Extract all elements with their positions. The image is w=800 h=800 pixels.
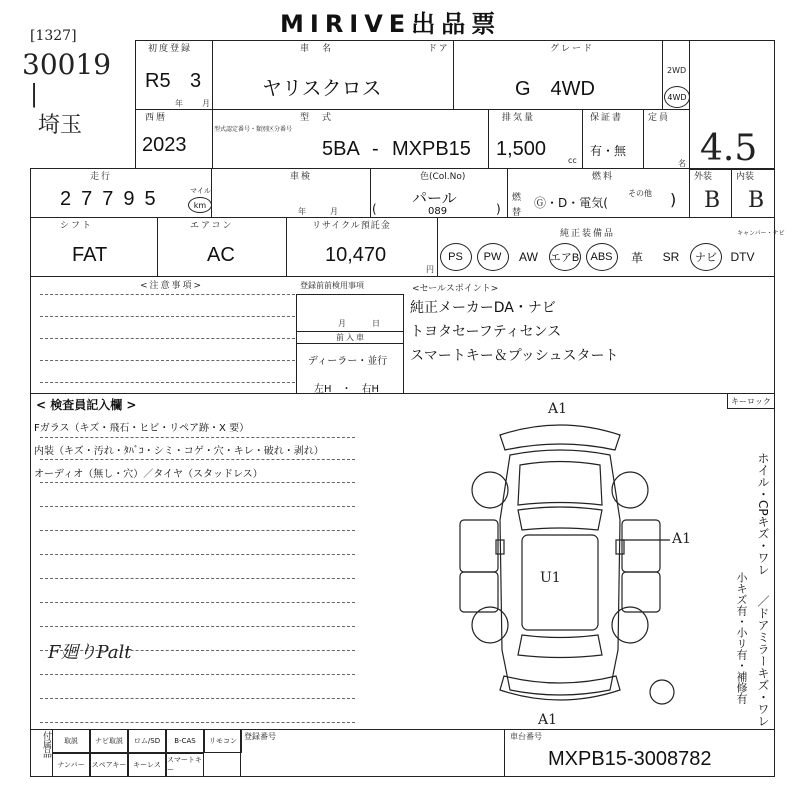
grade-label: グレード <box>550 44 595 54</box>
door-left-rear <box>460 572 498 612</box>
reg-number-cell <box>240 729 505 777</box>
equipment-circle <box>549 243 581 271</box>
door-right-front <box>622 520 660 572</box>
accessories-side-label: 付属品 <box>41 731 51 758</box>
cc-unit: cc <box>568 156 577 165</box>
mileage-digit: 5 <box>144 188 156 210</box>
damage-mark-side: A1 <box>672 531 692 547</box>
side-note-1: ホイル・CPキズ・ワレ <box>756 452 770 576</box>
equipment-item <box>724 240 761 274</box>
door-label: ドア <box>428 44 450 54</box>
inspector-dashline <box>40 578 355 579</box>
mileage-unit-km-circle <box>188 197 212 213</box>
accessory-item: キーレス <box>128 753 166 777</box>
equipment-item-label: AW <box>519 250 538 264</box>
lot-number: 30019 <box>22 48 112 81</box>
inspector-dashline <box>40 602 355 603</box>
equipment-circle <box>477 243 509 271</box>
dealer-option: ディーラー・並行 <box>308 356 388 367</box>
exterior-label: 外装 <box>694 172 713 182</box>
side-note-3: 小キズ有・小リ有・補修有 <box>735 572 748 704</box>
wheel-front-left <box>472 472 508 508</box>
inspector-dashline <box>40 698 355 699</box>
exterior-grade: B <box>704 188 721 213</box>
fuel-label: 燃料 <box>592 172 615 182</box>
mileage-digit: 7 <box>81 188 93 210</box>
equipment-item <box>437 240 474 274</box>
chassis-number: MXPB15-3008782 <box>548 748 712 770</box>
inspector-dashline <box>40 437 355 438</box>
car-hood <box>518 462 602 506</box>
shaken-label: 車検 <box>290 172 313 182</box>
accessory-item: ナンバー <box>52 753 90 777</box>
car-windshield <box>518 507 602 530</box>
pre-entry-title: 前入車 <box>336 333 366 342</box>
inspector-dashline <box>40 482 355 483</box>
sales-label: <セールスポイント> <box>412 284 499 294</box>
equipment-item-label: PS <box>448 251 463 263</box>
model-prefix: 5BA <box>322 138 360 160</box>
inspector-line1: Fガラス（キズ・飛石・ヒビ・リペア跡・X 要） <box>34 423 250 434</box>
equipment-circle <box>586 243 618 271</box>
fuel-options: Ⓖ・D・電気( <box>534 196 608 210</box>
notes-label: <注意事項> <box>140 281 204 291</box>
equipment-item-label: SR <box>662 250 680 264</box>
pre-entry-day: 日 <box>372 319 382 328</box>
color-paren-l: ( <box>372 202 377 216</box>
handle-option: 左H ・ 右H <box>314 384 380 395</box>
damage-mark-center: U1 <box>540 570 561 586</box>
color-name: パール <box>412 189 457 207</box>
equipment-item-label: DTV <box>730 250 755 264</box>
model-note: 型式認定番号・類別区分番号 <box>214 126 293 133</box>
mileage-digit: 2 <box>60 188 72 210</box>
equipment-item <box>688 240 724 274</box>
mileage-digit: 7 <box>102 188 114 210</box>
yen-unit: 円 <box>426 265 434 274</box>
side-note-2: ／ドアミラーキズ・ワレ <box>756 595 770 727</box>
drive-4wd: 4WD <box>667 92 687 102</box>
inspector-dashline <box>40 626 355 627</box>
equipment-item-label: 革 <box>630 250 643 265</box>
equipment-item-label: エアB <box>549 252 580 264</box>
western-label: 西暦 <box>145 113 168 123</box>
accessory-item: スマートキー <box>166 753 204 777</box>
inspector-dashline <box>40 506 355 507</box>
door-left-front <box>460 520 498 572</box>
seats-label: 定員 <box>648 113 671 123</box>
seat-unit: 名 <box>678 159 688 168</box>
notes-dashline <box>40 360 295 361</box>
car-rear-bumper <box>500 676 620 700</box>
equipment-item <box>474 240 511 274</box>
car-name-value: ヤリスクロス <box>262 78 382 100</box>
fuel-side-2: 替 <box>512 208 524 218</box>
shaken-year: 年 <box>298 207 308 216</box>
damage-mark-front: A1 <box>548 401 568 417</box>
inspector-label: < 検査員記入欄 > <box>36 398 137 412</box>
car-rear-window <box>518 635 602 658</box>
shift-label: シフト <box>60 221 94 231</box>
warranty-label: 保証書 <box>590 113 624 123</box>
inspector-line3: オーディオ（無し・穴）／タイヤ（スタッドレス） <box>34 469 263 480</box>
drive-2wd: 2WD <box>667 66 687 75</box>
sales-point: トヨタセーフティセンス <box>410 324 562 340</box>
warranty-value: 有・無 <box>590 144 627 158</box>
car-name-label: 車 名 <box>300 44 334 54</box>
interior-grade: B <box>748 188 765 213</box>
accessory-item: 取説 <box>52 729 90 753</box>
equipment-item-label: PW <box>483 251 502 263</box>
shaken-month: 月 <box>330 207 340 216</box>
model-label: 型 式 <box>300 113 334 123</box>
first-reg-label: 初度登録 <box>148 44 193 54</box>
year-unit: 年 <box>175 99 185 108</box>
notes-line2: 登録前前検用事項 <box>300 281 364 290</box>
wheel-front-right <box>612 472 648 508</box>
region-label: 埼玉 <box>38 113 83 138</box>
keylock-label: キーロック <box>731 397 771 406</box>
model-dash: - <box>372 138 379 160</box>
interior-label: 内装 <box>736 172 755 182</box>
first-reg-month: 3 <box>190 70 202 92</box>
inspector-dashline <box>40 674 355 675</box>
fuel-side-1: 燃 <box>512 193 524 203</box>
bracket-number: [1327] <box>30 28 77 44</box>
equipment-circle <box>440 243 472 271</box>
camper-label: キャンパー・ナビ <box>737 230 785 237</box>
color-label: 色(Col.No) <box>420 172 466 182</box>
equipment-item <box>511 240 546 274</box>
page-title: MIRIVE出品票 <box>280 10 502 38</box>
sales-point: スマートキー＆プッシュスタート <box>410 348 619 364</box>
accessory-item: リモコン <box>204 729 242 753</box>
equipment-item <box>620 240 654 274</box>
recycle-label: リサイクル預託金 <box>312 221 391 231</box>
equipment-label: 純正装備品 <box>560 229 616 239</box>
chassis-label: 車台番号 <box>510 732 542 741</box>
notes-dashline <box>40 294 295 295</box>
accessory-item: B-CAS <box>166 729 204 753</box>
notes-dashline <box>40 316 295 317</box>
equipment-item <box>654 240 688 274</box>
mileage-label: 走行 <box>90 172 113 182</box>
shift-value: FAT <box>72 244 108 266</box>
recycle-value: 10,470 <box>325 244 387 266</box>
equipment-item-label: ABS <box>590 251 613 263</box>
accessory-item: スペアキー <box>90 753 128 777</box>
year-value: 2023 <box>142 134 187 156</box>
damage-mark-rear: A1 <box>538 712 558 728</box>
accessory-item: ロム/SD <box>128 729 166 753</box>
inspector-dashline <box>40 722 355 723</box>
notes-dashline <box>40 382 295 383</box>
reg-number-label: 登録番号 <box>244 732 276 741</box>
pre-entry-month: 月 <box>338 319 348 328</box>
handwritten-note: F廻りPalt <box>48 642 132 663</box>
grade-value: G 4WD <box>515 78 595 100</box>
fuel-other: その他 <box>628 189 652 198</box>
sales-point: 純正メーカーDA・ナビ <box>410 300 556 316</box>
mileage-unit-mile: マイル <box>190 187 211 195</box>
aircon-label: エアコン <box>190 221 234 231</box>
equipment-item-label: ナビ <box>695 252 717 264</box>
equipment-circle <box>690 243 722 271</box>
mileage-digit: 9 <box>123 188 135 210</box>
door-right-rear <box>622 572 660 612</box>
inspector-line2: 内装（キズ・汚れ・ﾀﾊﾞｺ・シミ・コゲ・穴・キレ・破れ・剥れ） <box>34 446 324 457</box>
equipment-item <box>546 240 583 274</box>
drive-4wd-circle <box>664 86 690 108</box>
displacement-label: 排気量 <box>502 113 536 123</box>
inspector-dashline <box>40 530 355 531</box>
month-unit: 月 <box>202 99 212 108</box>
lot-dash: | <box>30 80 39 108</box>
displacement-value: 1,500 <box>496 138 547 160</box>
color-code: 089 <box>428 206 448 217</box>
mileage-unit-km: km <box>193 200 207 210</box>
inspector-dashline <box>40 459 355 460</box>
score-value: 4.5 <box>700 128 758 169</box>
accessory-item: ナビ取説 <box>90 729 128 753</box>
pre-entry-box <box>296 294 404 394</box>
car-damage-diagram <box>440 400 680 730</box>
mileage-digits <box>60 188 156 211</box>
first-reg-year: R5 <box>145 70 171 92</box>
inspector-dashline <box>40 554 355 555</box>
fuel-close: ) <box>670 190 677 209</box>
misc-mark <box>650 680 674 704</box>
car-front-bumper <box>500 425 620 450</box>
notes-dashline <box>40 338 295 339</box>
model-code: MXPB15 <box>392 138 471 160</box>
equipment-item <box>583 240 620 274</box>
color-paren-r: ) <box>496 202 501 216</box>
aircon-value: AC <box>207 244 235 266</box>
